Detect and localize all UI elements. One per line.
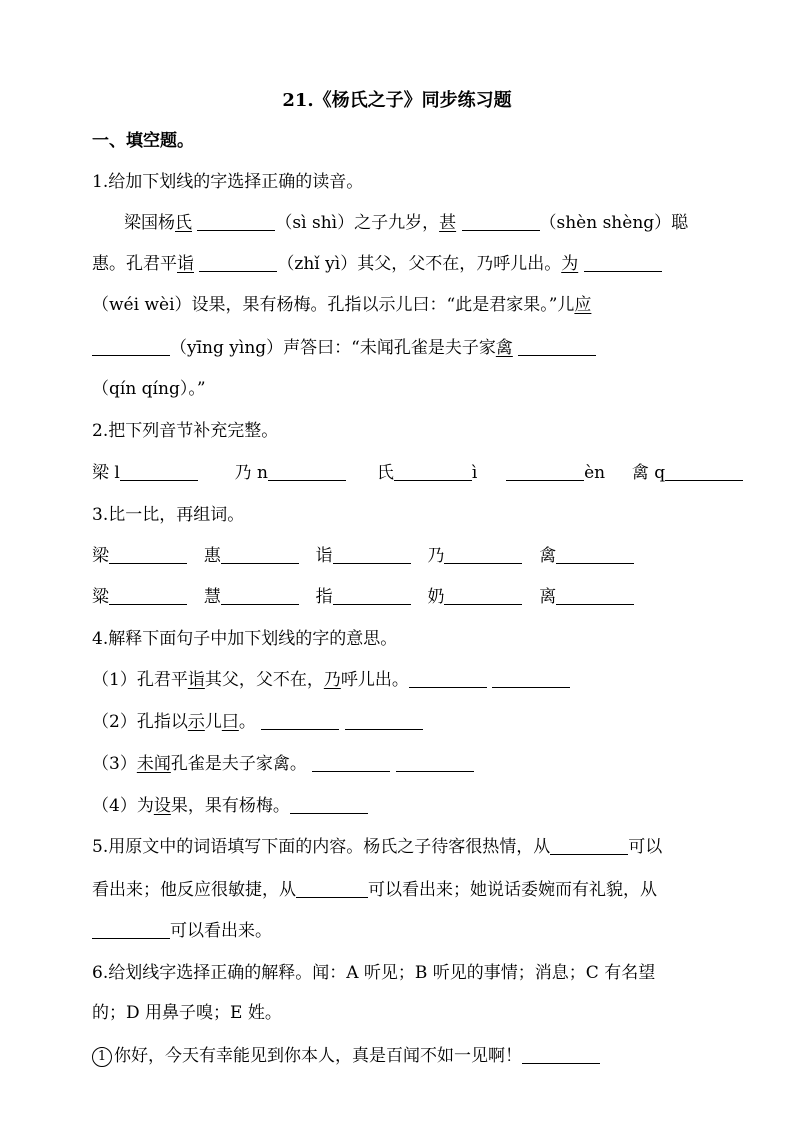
syllable-item: 乃 n — [234, 463, 269, 483]
section-heading: 一、填空题。 — [92, 131, 194, 151]
q4-sentence-1 — [92, 667, 704, 693]
text: （1）孔君平 — [92, 670, 188, 690]
syllable-item: 氏 — [376, 463, 394, 483]
answer-blank[interactable] — [109, 586, 187, 605]
answer-blank[interactable] — [199, 253, 277, 272]
answer-blank[interactable] — [268, 462, 346, 481]
text: （3） — [92, 754, 137, 774]
syllable-item: èn — [584, 463, 606, 483]
page-title: 21.《杨氏之子》同步练习题 — [282, 90, 512, 111]
text: 孔雀是夫子家禽。 — [170, 754, 307, 774]
answer-blank[interactable] — [109, 545, 187, 564]
text: 可以看出来。 — [170, 921, 272, 941]
answer-blank[interactable] — [584, 253, 662, 272]
text: 5.用原文中的词语填写下面的内容。杨氏之子待客很热情，从 — [92, 837, 551, 857]
q1-line-3 — [92, 292, 704, 318]
underlined-char: 设 — [153, 796, 171, 816]
q1-prompt: 1.给加下划线的字选择正确的读音。 — [92, 172, 364, 192]
char: 离 — [539, 587, 557, 607]
text: （yīng yìng）声答曰：“未闻孔雀是夫子家 — [170, 338, 496, 358]
answer-blank[interactable] — [462, 212, 540, 231]
text: （zhǐ yì）其父，父不在，乃呼儿出。 — [277, 254, 562, 274]
answer-blank[interactable] — [556, 586, 634, 605]
answer-blank[interactable] — [261, 711, 339, 730]
char: 诣 — [315, 546, 333, 566]
answer-blank[interactable] — [92, 337, 170, 356]
text: （wéi wèi）设果，果有杨梅。孔指以示儿曰：“此是君家果。”儿 — [92, 295, 575, 315]
text: 可以 — [628, 837, 663, 857]
answer-blank[interactable] — [312, 753, 390, 772]
char: 惠 — [203, 546, 221, 566]
q2-prompt: 2.把下列音节补充完整。 — [92, 421, 279, 441]
text: 其父，父不在， — [204, 670, 324, 690]
answer-blank[interactable] — [221, 545, 299, 564]
q4-sentence-2 — [92, 709, 704, 735]
q4-sentence-3 — [92, 751, 704, 777]
answer-blank[interactable] — [296, 879, 368, 898]
q5-line-2 — [92, 877, 704, 903]
text: 可以看出来；她说话委婉而有礼貌，从 — [368, 880, 657, 900]
answer-blank[interactable] — [333, 545, 411, 564]
q3-row-1 — [92, 543, 704, 569]
char: 指 — [315, 587, 333, 607]
q3-row-2 — [92, 584, 704, 610]
text: 儿 — [204, 712, 222, 732]
q4-prompt: 4.解释下面句子中加下划线的字的意思。 — [92, 629, 398, 649]
q5-line-1 — [92, 834, 704, 860]
text: 果，果有杨梅。 — [170, 796, 290, 816]
answer-blank[interactable] — [444, 545, 522, 564]
q2-items — [92, 460, 704, 486]
underlined-char: 禽 — [495, 338, 513, 358]
char: 乃 — [427, 546, 445, 566]
syllable-item: ì — [471, 463, 478, 483]
syllable-item: 梁 l — [92, 463, 120, 483]
answer-blank[interactable] — [333, 586, 411, 605]
text: 你好，今天有幸能见到你本人，真是百闻不如一见啊！ — [114, 1046, 522, 1066]
text: 惠。孔君平 — [92, 254, 177, 274]
q5-line-3 — [92, 918, 704, 944]
answer-blank[interactable] — [290, 795, 368, 814]
q1-line-5: （qín qíng）。” — [92, 379, 206, 399]
char: 梁 — [92, 546, 109, 566]
text: 。 — [238, 712, 256, 732]
answer-blank[interactable] — [396, 753, 474, 772]
underlined-char: 为 — [561, 254, 579, 274]
underlined-char: 诣 — [187, 670, 205, 690]
answer-blank[interactable] — [120, 462, 198, 481]
q6-line-1: 6.给划线字选择正确的解释。闻：A 听见；B 听见的事情；消息；C 有名望 — [92, 963, 656, 983]
char: 奶 — [427, 587, 445, 607]
answer-blank[interactable] — [550, 836, 628, 855]
text: 呼儿出。 — [340, 670, 409, 690]
char: 慧 — [203, 587, 221, 607]
text: （shèn shèng）聪 — [539, 213, 689, 233]
answer-blank[interactable] — [92, 920, 170, 939]
underlined-char: 诣 — [177, 254, 194, 274]
q6-item-1 — [92, 1043, 704, 1069]
q6-line-2: 的；D 用鼻子嗅；E 姓。 — [92, 1003, 282, 1023]
answer-blank[interactable] — [409, 669, 487, 688]
char: 禽 — [539, 546, 557, 566]
answer-blank[interactable] — [506, 462, 584, 481]
char: 粱 — [92, 587, 109, 607]
answer-blank[interactable] — [665, 462, 743, 481]
q3-prompt: 3.比一比，再组词。 — [92, 505, 245, 525]
underlined-char: 氏 — [175, 213, 192, 233]
answer-blank[interactable] — [522, 1045, 600, 1064]
underlined-char: 应 — [574, 295, 592, 315]
answer-blank[interactable] — [345, 711, 423, 730]
text: （sì shì）之子九岁， — [275, 213, 440, 233]
answer-blank[interactable] — [221, 586, 299, 605]
text: 看出来；他反应很敏捷，从 — [92, 880, 296, 900]
underlined-char: 乃 — [323, 670, 341, 690]
q1-line-1 — [124, 210, 704, 236]
q4-sentence-4 — [92, 793, 704, 819]
answer-blank[interactable] — [556, 545, 634, 564]
answer-blank[interactable] — [492, 669, 570, 688]
item-number-circle: 1 — [92, 1047, 112, 1067]
text: （4）为 — [92, 796, 154, 816]
underlined-char: 曰 — [221, 712, 239, 732]
q1-line-4 — [92, 335, 704, 361]
text: 梁国杨 — [124, 213, 175, 233]
answer-blank[interactable] — [197, 212, 275, 231]
q1-line-2 — [92, 251, 704, 277]
underlined-char: 示 — [187, 712, 205, 732]
text: （2）孔指以 — [92, 712, 188, 732]
underlined-char: 甚 — [439, 213, 457, 233]
answer-blank[interactable] — [444, 586, 522, 605]
answer-blank[interactable] — [518, 337, 596, 356]
syllable-item: 禽 q — [631, 463, 666, 483]
underlined-char: 未闻 — [136, 754, 171, 774]
answer-blank[interactable] — [394, 462, 472, 481]
